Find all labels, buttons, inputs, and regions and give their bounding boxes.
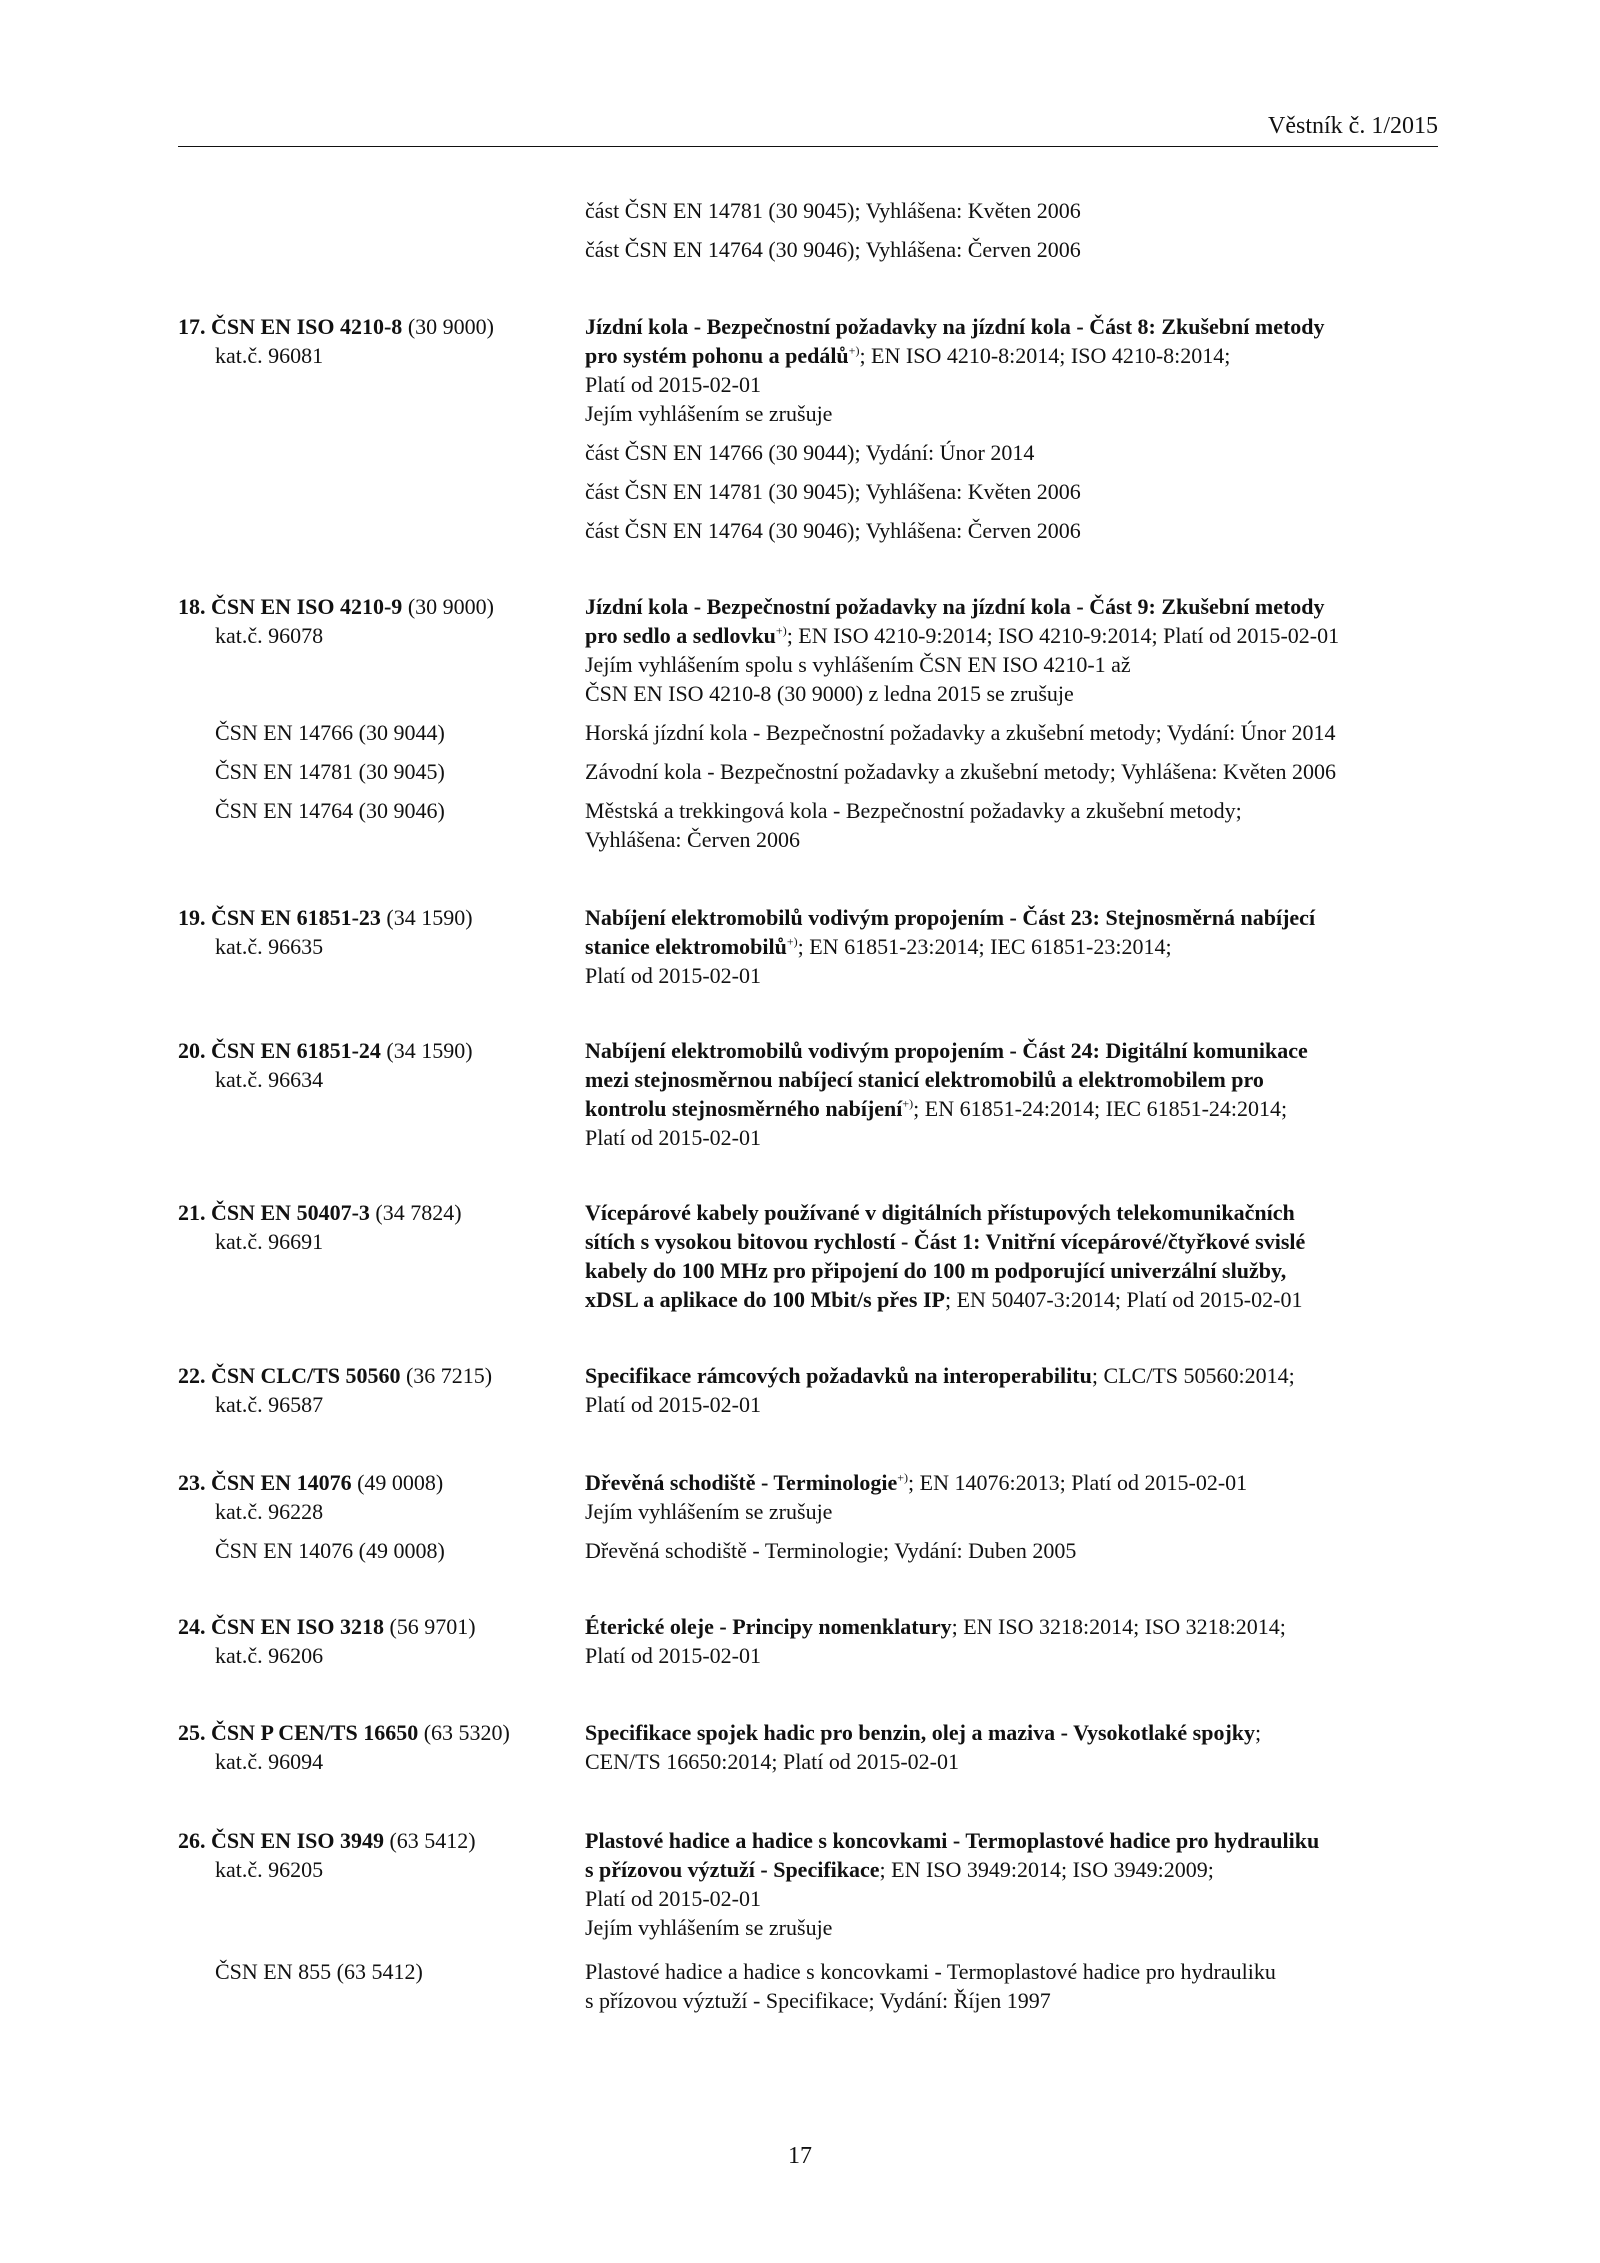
- entry-number: 18.: [178, 594, 206, 619]
- standard-title: sítích s vysokou bitovou rychlostí - Část 1: Vnitřní vícepárové/čtyřkové svislé: [585, 1229, 1306, 1254]
- standard-title: Éterické oleje - Principy nomenklatury: [585, 1614, 952, 1639]
- replaced-standard-code: ČSN EN 14076 (49 0008): [215, 1538, 445, 1563]
- cancellation-note: Jejím vyhlášením se zrušuje: [585, 1499, 833, 1524]
- entry-19-desc: [585, 903, 1445, 990]
- standard-code: ČSN EN ISO 3218: [211, 1614, 384, 1639]
- standard-title: s přízovou výztuží - Specifikace: [585, 1857, 880, 1882]
- entry-21-ref: [178, 1198, 568, 1256]
- standard-title: mezi stejnosměrnou nabíjecí stanicí elektromobilů a elektromobilem pro: [585, 1067, 1264, 1092]
- catalog-number: kat.č. 96206: [215, 1643, 324, 1668]
- entry-26-replaced-code: [178, 1957, 568, 1986]
- cancellation-note: ČSN EN ISO 4210-8 (30 9000) z ledna 2015 se zrušuje: [585, 681, 1074, 706]
- catalog-number: kat.č. 96078: [215, 623, 324, 648]
- standard-refs: ; EN 61851-23:2014; IEC 61851-23:2014;: [797, 934, 1172, 959]
- cancelled-part: část ČSN EN 14764 (30 9046); Vyhlášena: Červen 2006: [585, 518, 1081, 543]
- catalog-number: kat.č. 96691: [215, 1229, 324, 1254]
- entry-18-replaced-codes: [178, 718, 568, 825]
- standard-refs: CEN/TS 16650:2014; Platí od 2015-02-01: [585, 1749, 959, 1774]
- class-code: (34 7824): [375, 1200, 462, 1225]
- entry-26-desc: [585, 1826, 1445, 1942]
- entry-26-ref: [178, 1826, 568, 1884]
- cancellation-note: Jejím vyhlášením spolu s vyhlášením ČSN EN ISO 4210-1 až: [585, 652, 1131, 677]
- entry-number: 19.: [178, 905, 206, 930]
- standard-title: Jízdní kola - Bezpečnostní požadavky na jízdní kola - Část 9: Zkušební metody: [585, 594, 1325, 619]
- class-code: (49 0008): [357, 1470, 444, 1495]
- entry-number: 24.: [178, 1614, 206, 1639]
- footnote-marker: +): [775, 623, 787, 638]
- catalog-number: kat.č. 96081: [215, 343, 324, 368]
- entry-22-desc: [585, 1361, 1445, 1419]
- standard-refs: ; EN ISO 4210-8:2014; ISO 4210-8:2014;: [859, 343, 1231, 368]
- standard-code: ČSN EN 50407-3: [211, 1200, 370, 1225]
- standard-title: Plastové hadice a hadice s koncovkami - Termoplastové hadice pro hydrauliku: [585, 1828, 1320, 1853]
- standard-refs: ; EN ISO 3949:2014; ISO 3949:2009;: [879, 1857, 1214, 1882]
- continuation-line: část ČSN EN 14781 (30 9045); Vyhlášena: Květen 2006: [585, 198, 1081, 223]
- standard-title: Vícepárové kabely používané v digitálních přístupových telekomunikačních: [585, 1200, 1295, 1225]
- replaced-standard-code: ČSN EN 14764 (30 9046): [215, 798, 445, 823]
- replaced-standard-desc: Městská a trekkingová kola - Bezpečnostní požadavky a zkušební metody;: [585, 798, 1242, 823]
- footnote-marker: +): [786, 934, 798, 949]
- standard-title: kontrolu stejnosměrného nabíjení: [585, 1096, 903, 1121]
- entry-22-ref: [178, 1361, 568, 1419]
- validity-date: Platí od 2015-02-01: [585, 1125, 761, 1150]
- entry-20-ref: [178, 1036, 568, 1094]
- standard-title: Nabíjení elektromobilů vodivým propojením - Část 23: Stejnosměrná nabíjecí: [585, 905, 1316, 930]
- entry-17-ref: [178, 312, 568, 370]
- standard-refs: ;: [1255, 1720, 1262, 1745]
- replaced-standard-desc: Horská jízdní kola - Bezpečnostní požadavky a zkušební metody; Vydání: Únor 2014: [585, 720, 1336, 745]
- catalog-number: kat.č. 96205: [215, 1857, 324, 1882]
- entry-number: 17.: [178, 314, 206, 339]
- entry-24-ref: [178, 1612, 568, 1670]
- entry-number: 26.: [178, 1828, 206, 1853]
- standard-title: pro sedlo a sedlovku: [585, 623, 776, 648]
- replaced-standard-desc: Závodní kola - Bezpečnostní požadavky a zkušební metody; Vyhlášena: Květen 2006: [585, 759, 1337, 784]
- entry-26-replaced-desc: [585, 1957, 1445, 2015]
- standard-code: ČSN EN 61851-24: [211, 1038, 381, 1063]
- replaced-standard-desc: Vyhlášena: Červen 2006: [585, 827, 801, 852]
- class-code: (34 1590): [386, 905, 473, 930]
- footnote-marker: +): [897, 1470, 909, 1485]
- standard-code: ČSN EN 61851-23: [211, 905, 381, 930]
- standard-refs: ; EN 50407-3:2014; Platí od 2015-02-01: [944, 1287, 1303, 1312]
- cancelled-part: část ČSN EN 14781 (30 9045); Vyhlášena: Květen 2006: [585, 479, 1081, 504]
- class-code: (63 5320): [423, 1720, 510, 1745]
- entry-18-ref: [178, 592, 568, 650]
- replaced-standard-desc: Plastové hadice a hadice s koncovkami - Termoplastové hadice pro hydrauliku: [585, 1959, 1276, 1984]
- validity-date: Platí od 2015-02-01: [585, 1643, 761, 1668]
- catalog-number: kat.č. 96635: [215, 934, 324, 959]
- standard-code: ČSN EN ISO 4210-8: [211, 314, 403, 339]
- continuation-line: část ČSN EN 14764 (30 9046); Vyhlášena: Červen 2006: [585, 237, 1081, 262]
- entry-23-ref: [178, 1468, 568, 1565]
- entry-23-desc: [585, 1468, 1445, 1565]
- entry-19-ref: [178, 903, 568, 961]
- entry-number: 20.: [178, 1038, 206, 1063]
- standard-title: stanice elektromobilů: [585, 934, 787, 959]
- standard-refs: ; EN ISO 3218:2014; ISO 3218:2014;: [951, 1614, 1286, 1639]
- standard-title: Jízdní kola - Bezpečnostní požadavky na jízdní kola - Část 8: Zkušební metody: [585, 314, 1325, 339]
- catalog-number: kat.č. 96094: [215, 1749, 324, 1774]
- entry-18-desc: [585, 592, 1445, 708]
- standard-title: kabely do 100 MHz pro připojení do 100 m podporující univerzální služby,: [585, 1258, 1287, 1283]
- validity-date: Platí od 2015-02-01: [585, 963, 761, 988]
- standard-title: Specifikace rámcových požadavků na interoperabilitu: [585, 1363, 1092, 1388]
- validity-date: Platí od 2015-02-01: [585, 1392, 761, 1417]
- standard-code: ČSN EN 14076: [211, 1470, 352, 1495]
- standard-title: Specifikace spojek hadic pro benzin, olej a maziva - Vysokotlaké spojky: [585, 1720, 1256, 1745]
- standard-title: pro systém pohonu a pedálů: [585, 343, 849, 368]
- class-code: (34 1590): [386, 1038, 473, 1063]
- validity-date: Platí od 2015-02-01: [585, 1886, 761, 1911]
- entry-number: 21.: [178, 1200, 206, 1225]
- footnote-marker: +): [848, 343, 860, 358]
- entry-25-ref: [178, 1718, 568, 1776]
- standard-refs: ; EN 14076:2013; Platí od 2015-02-01: [908, 1470, 1248, 1495]
- standard-code: ČSN EN ISO 3949: [211, 1828, 384, 1853]
- bulletin-title: Věstník č. 1/2015: [1268, 113, 1438, 139]
- replaced-standard-code: ČSN EN 14766 (30 9044): [215, 720, 445, 745]
- entry-24-desc: [585, 1612, 1445, 1670]
- standard-code: ČSN P CEN/TS 16650: [211, 1720, 419, 1745]
- entry-number: 23.: [178, 1470, 206, 1495]
- continuation-block: [585, 196, 1445, 264]
- standard-title: xDSL a aplikace do 100 Mbit/s přes IP: [585, 1287, 945, 1312]
- page-number: 17: [788, 2143, 812, 2169]
- validity-date: Platí od 2015-02-01: [585, 372, 761, 397]
- catalog-number: kat.č. 96587: [215, 1392, 324, 1417]
- entry-number: 22.: [178, 1363, 206, 1388]
- replaced-standard-desc: s přízovou výztuží - Specifikace; Vydání: Říjen 1997: [585, 1988, 1051, 2013]
- class-code: (36 7215): [405, 1363, 493, 1388]
- catalog-number: kat.č. 96228: [215, 1499, 324, 1524]
- entry-25-desc: [585, 1718, 1445, 1776]
- replaced-standard-code: ČSN EN 14781 (30 9045): [215, 759, 445, 784]
- standard-refs: ; CLC/TS 50560:2014;: [1091, 1363, 1295, 1388]
- standard-code: ČSN EN ISO 4210-9: [211, 594, 403, 619]
- standard-refs: ; EN ISO 4210-9:2014; ISO 4210-9:2014; Platí od 2015-02-01: [786, 623, 1340, 648]
- standard-title: Nabíjení elektromobilů vodivým propojením - Část 24: Digitální komunikace: [585, 1038, 1308, 1063]
- replaced-standard-code: ČSN EN 855 (63 5412): [215, 1959, 423, 1984]
- catalog-number: kat.č. 96634: [215, 1067, 324, 1092]
- cancelled-part: část ČSN EN 14766 (30 9044); Vydání: Únor 2014: [585, 440, 1035, 465]
- entry-21-desc: [585, 1198, 1445, 1314]
- entry-number: 25.: [178, 1720, 206, 1745]
- class-code: (56 9701): [389, 1614, 476, 1639]
- class-code: (30 9000): [407, 314, 494, 339]
- entry-17-desc: [585, 312, 1445, 545]
- cancellation-note: Jejím vyhlášením se zrušuje: [585, 401, 833, 426]
- class-code: (63 5412): [389, 1828, 476, 1853]
- page-header: [178, 112, 1438, 147]
- footnote-marker: +): [902, 1096, 914, 1111]
- cancellation-note: Jejím vyhlášením se zrušuje: [585, 1915, 833, 1940]
- standard-code: ČSN CLC/TS 50560: [211, 1363, 401, 1388]
- standard-refs: ; EN 61851-24:2014; IEC 61851-24:2014;: [913, 1096, 1288, 1121]
- replaced-standard-desc: Dřevěná schodiště - Terminologie; Vydání: Duben 2005: [585, 1538, 1077, 1563]
- entry-20-desc: [585, 1036, 1445, 1152]
- standard-title: Dřevěná schodiště - Terminologie: [585, 1470, 898, 1495]
- entry-18-replaced-descs: [585, 718, 1445, 854]
- class-code: (30 9000): [407, 594, 494, 619]
